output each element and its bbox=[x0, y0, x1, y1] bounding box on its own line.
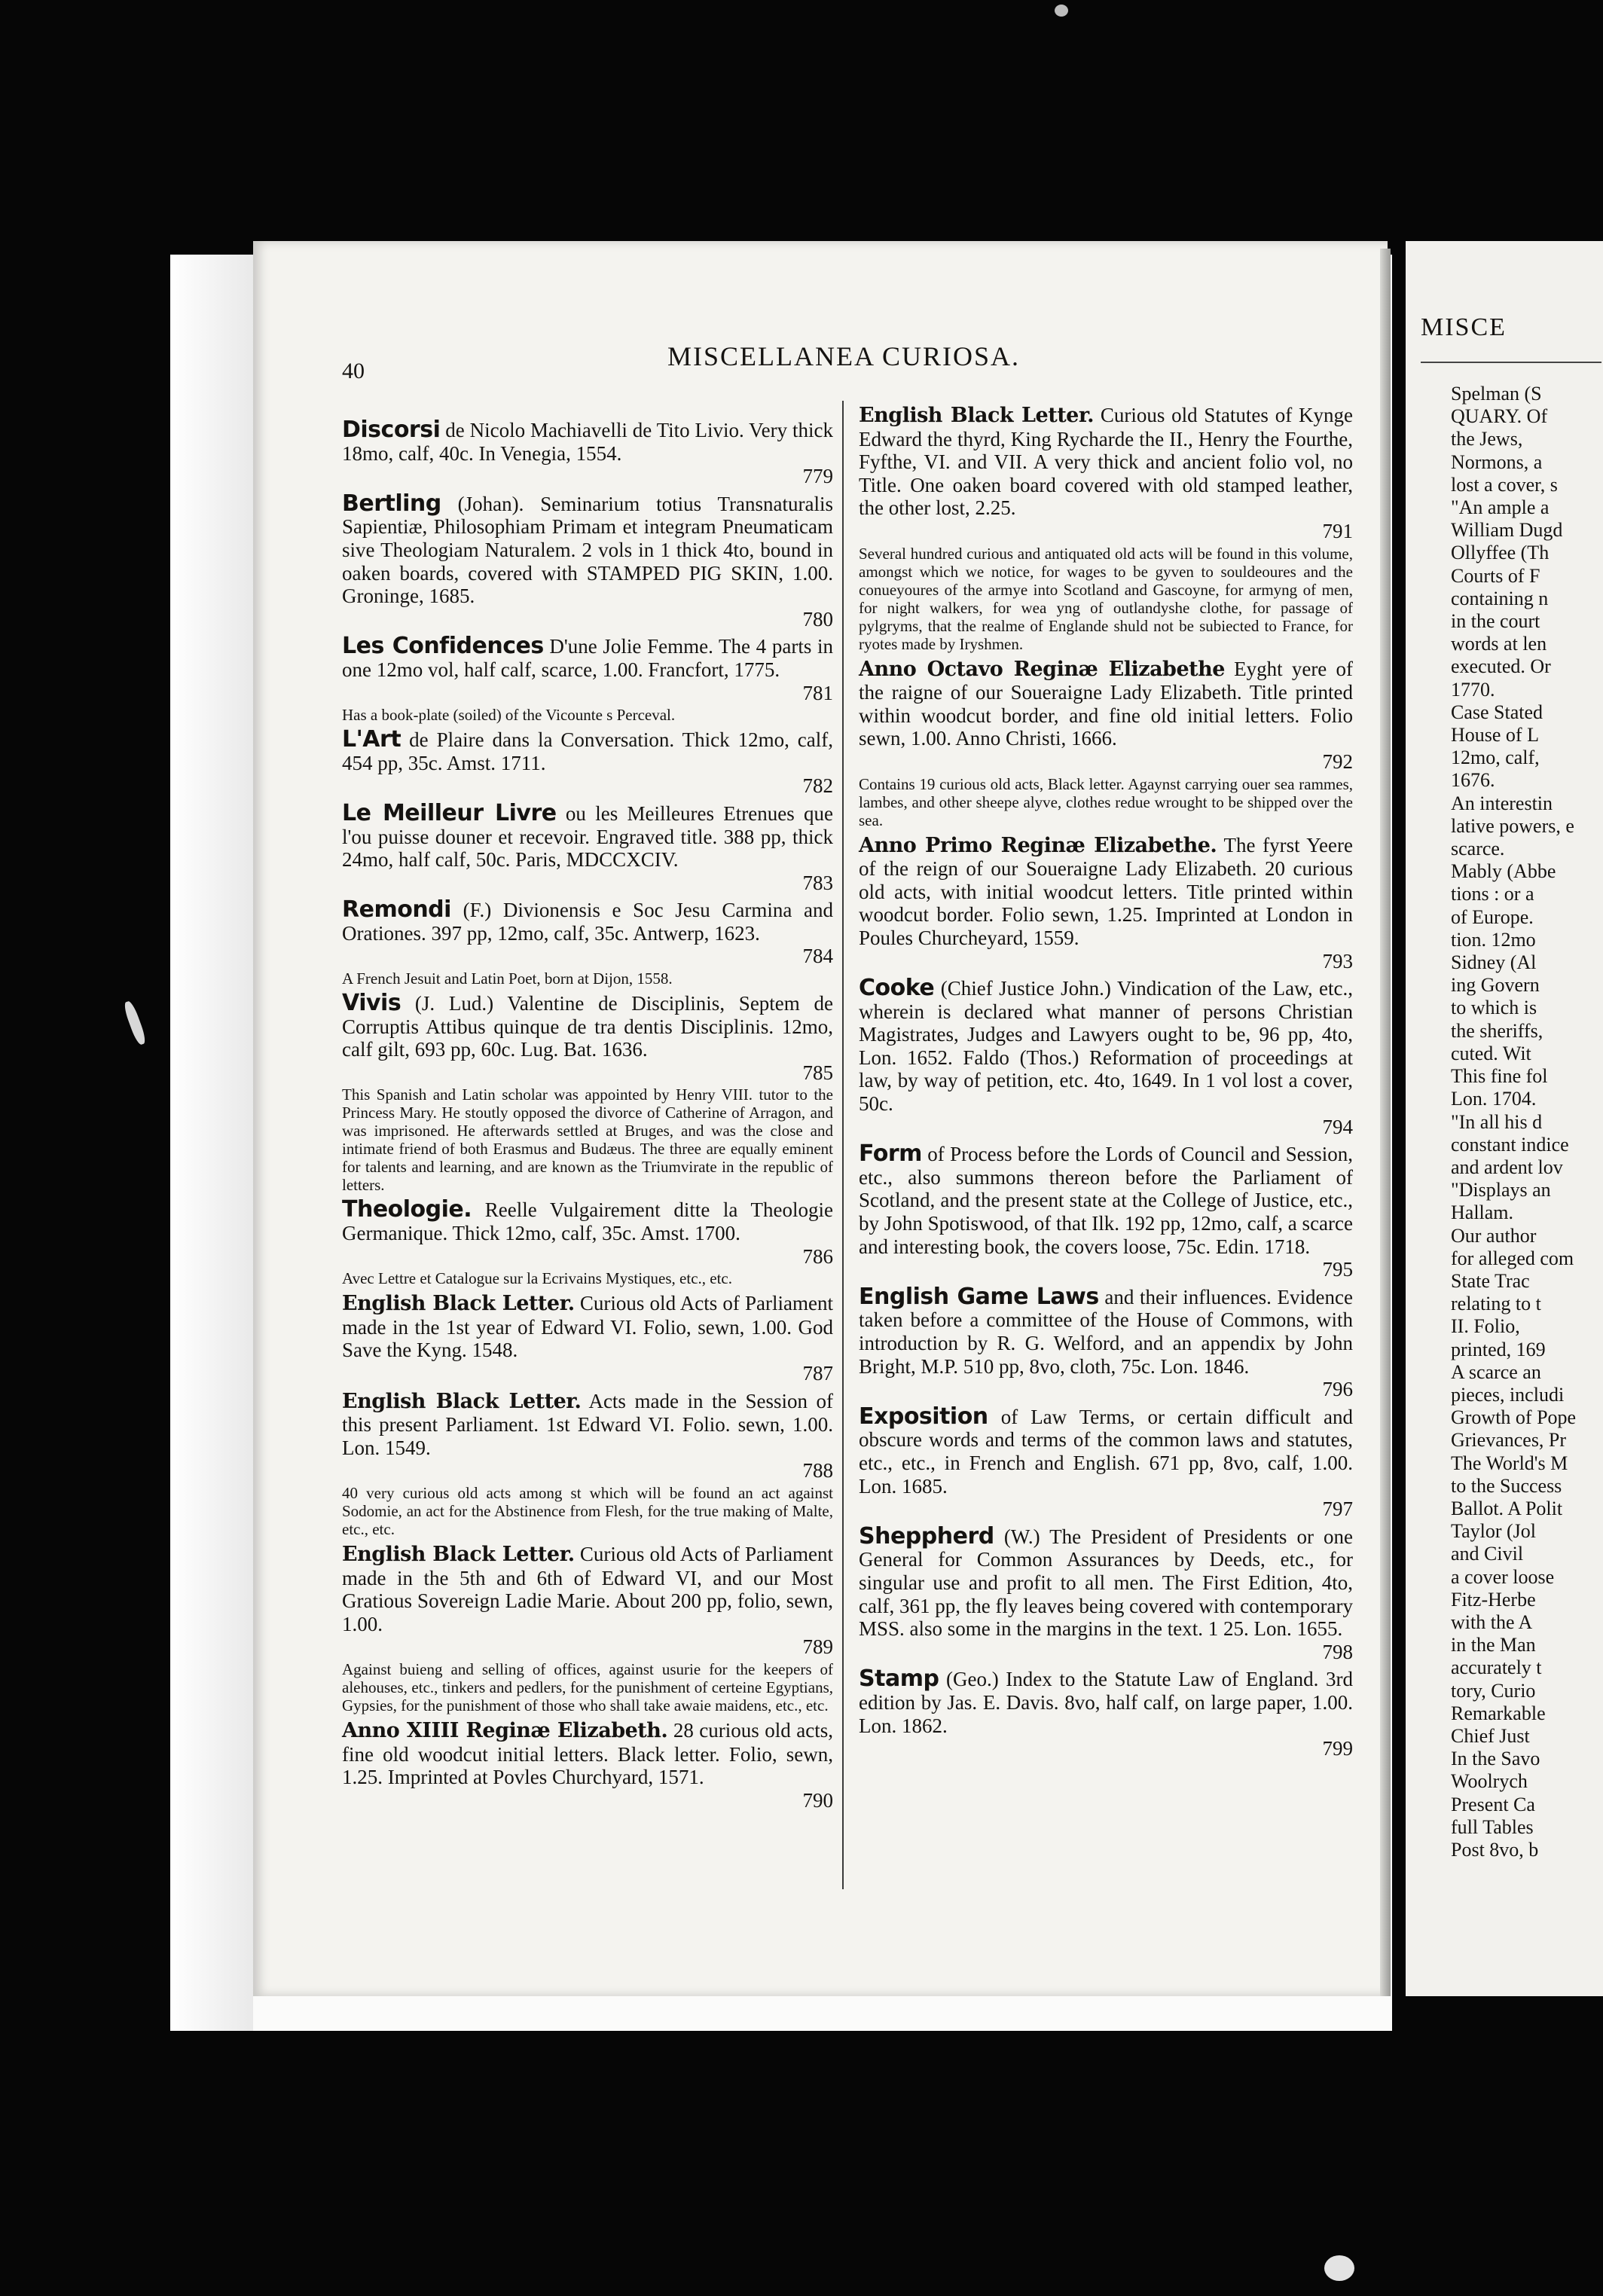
entry-headword: English Game Laws bbox=[859, 1283, 1099, 1310]
running-head: MISCELLANEA CURIOSA. bbox=[667, 341, 1021, 371]
facing-page-rule bbox=[1421, 362, 1601, 363]
facing-page-running-head: MISCE bbox=[1421, 313, 1507, 341]
facing-page-line: relating to t bbox=[1451, 1293, 1541, 1315]
catalogue-entry bbox=[859, 977, 1353, 1138]
entry-description: 28 curious old acts, fine old woodcut initial letters. Black letter. Folio, sewn, 1.25. Imprinted at Povles Churchyard, 1571. bbox=[342, 1718, 834, 1789]
lot-number: 789 bbox=[802, 1635, 833, 1659]
dust-speck bbox=[122, 1000, 148, 1046]
entry-headword: Stamp bbox=[859, 1666, 939, 1693]
entry-description: (F.) Divionensis e Soc Jesu Carmina and Orationes. 397 pp, 12mo, calf, 35c. Antwerp, 1623. bbox=[342, 899, 834, 945]
facing-page-line: QUARY. Of bbox=[1451, 405, 1548, 428]
facing-page-line: pieces, includi bbox=[1451, 1383, 1565, 1406]
entry-headword: English Black Letter. bbox=[342, 1389, 582, 1413]
facing-page-line: Courts of F bbox=[1451, 564, 1540, 587]
facing-page-line: executed. Or bbox=[1451, 655, 1551, 678]
facing-page-line: Chief Just bbox=[1451, 1724, 1530, 1747]
lot-number: 781 bbox=[802, 681, 833, 704]
facing-page-line: Present Ca bbox=[1451, 1793, 1535, 1815]
entry-headword: Discorsi bbox=[342, 417, 441, 443]
lot-number: 797 bbox=[1322, 1498, 1353, 1521]
facing-page-line: words at len bbox=[1451, 633, 1547, 655]
facing-page-line: printed, 169 bbox=[1451, 1338, 1546, 1360]
facing-page-text bbox=[1451, 383, 1603, 1861]
entry-headword: Remondi bbox=[342, 896, 451, 924]
facing-page-line: Remarkable bbox=[1451, 1702, 1546, 1724]
facing-page-line: containing n bbox=[1451, 587, 1549, 609]
facing-page-line: 12mo, calf, bbox=[1451, 747, 1540, 769]
entry-description: and their influences. Evidence taken before a committee of the House of Commons, with introduction by R. G. Welford, and an appendix by John Bright, M.P. 510 pp, 8vo, cloth, 75c. Lon. 1846. bbox=[859, 1285, 1354, 1378]
facing-page-line: in the Man bbox=[1451, 1634, 1536, 1656]
facing-page-line: in the court bbox=[1451, 610, 1540, 633]
catalogue-entry bbox=[859, 1668, 1353, 1760]
facing-page bbox=[1406, 241, 1603, 1996]
lot-number: 796 bbox=[1322, 1378, 1353, 1401]
facing-page-line: House of L bbox=[1451, 724, 1539, 747]
facing-page-line: 1770. bbox=[1451, 678, 1495, 701]
facing-page-line: The World's M bbox=[1451, 1452, 1568, 1474]
facing-page-line: of Europe. bbox=[1451, 905, 1534, 928]
facing-page-line: lost a cover, s bbox=[1451, 473, 1558, 496]
facing-page-line: Our author bbox=[1451, 1224, 1537, 1247]
entry-description: ou les Meilleures Etrenues que l'ou puisse douner et recevoir. Engraved title. 388 pp, thick 24mo, half calf, 50c. Paris, MDCCXCIV. bbox=[342, 801, 834, 872]
lot-number: 785 bbox=[802, 1061, 833, 1084]
entry-description: The fyrst Yeere of the reign of our Soueraigne Lady Elizabeth. 20 curious old acts, with initial woodcut letters. Title printed within woodcut border. Folio sewn, 1.25. Imprinted at London in Poules Churcheyard, 1559. bbox=[859, 833, 1353, 949]
catalogue-entry bbox=[342, 896, 834, 988]
entry-headword: English Black Letter. bbox=[859, 404, 1094, 427]
entry-headword: Les Confidences bbox=[342, 633, 544, 660]
entry-headword: Anno XIIII Reginæ Elizabeth. bbox=[342, 1718, 668, 1742]
facing-page-line: William Dugd bbox=[1451, 519, 1563, 542]
facing-page-line: Case Stated bbox=[1451, 701, 1543, 723]
entry-description: de Plaire dans la Conversation. Thick 12mo, calf, 454 pp, 35c. Amst. 1711. bbox=[342, 728, 833, 774]
facing-page-line: Normons, a bbox=[1451, 450, 1543, 473]
facing-page-line: "Displays an bbox=[1451, 1179, 1551, 1201]
entry-description: (Johan). Seminarium totius Transnaturalis Sapientiæ, Philosophiam Primam et integram Pneumaticam sive Theologiam Naturalem. 2 vols in 1 thick 4to, bound in oaken boards, covered with STAMPED PIG SKIN, 1.00. Groninge, 1685. bbox=[342, 492, 834, 608]
entry-description: Reelle Vulgairement ditte la Theologie Germanique. Thick 12mo, calf, 35c. Amst. 1700. bbox=[342, 1198, 833, 1245]
catalogue-entry bbox=[342, 799, 834, 894]
entry-note: Against buieng and selling of offices, against usurie for the keepers of alehouses, etc., tinkers and pedlers, for the punishment of certeine Egyptians, Gypsies, for the punishment of those who shall take awaie maidens, etc., etc. bbox=[342, 1659, 833, 1714]
facing-page-line: An interestin bbox=[1451, 792, 1553, 814]
facing-page-line: and Civil bbox=[1451, 1543, 1524, 1565]
facing-page-line: Ballot. A Polit bbox=[1451, 1497, 1563, 1519]
facing-page-line: ing Govern bbox=[1451, 974, 1540, 997]
facing-page-line: with the A bbox=[1451, 1611, 1533, 1633]
facing-page-line: Taylor (Jol bbox=[1451, 1520, 1536, 1543]
facing-page-line: the Jews, bbox=[1451, 428, 1523, 450]
entry-headword: Form bbox=[859, 1140, 922, 1168]
facing-page-line: scarce. bbox=[1451, 838, 1505, 860]
lot-number: 793 bbox=[1322, 949, 1353, 972]
lot-number: 780 bbox=[802, 607, 833, 630]
facing-page-line: This fine fol bbox=[1451, 1065, 1548, 1088]
catalogue-entry bbox=[342, 1543, 833, 1714]
entry-headword: Bertling bbox=[342, 490, 441, 517]
entry-description: Acts made in the Session of this present Parliament. 1st Edward VI. Folio. sewn, 1.00. Lon. 1549. bbox=[342, 1389, 833, 1459]
entry-headword: Sheppherd bbox=[859, 1522, 994, 1549]
entry-note: A French Jesuit and Latin Poet, born at Dijon, 1558. bbox=[342, 969, 673, 988]
catalogue-entry bbox=[859, 1283, 1354, 1401]
facing-page-line: and ardent lov bbox=[1451, 1156, 1563, 1178]
entry-headword: Cooke bbox=[859, 975, 935, 1002]
catalogue-entry bbox=[342, 1719, 833, 1812]
catalogue-entry bbox=[342, 992, 833, 1194]
left-column bbox=[342, 419, 833, 1816]
entry-description: (J. Lud.) Valentine de Disciplinis, Septem de Corruptis Attibus quinque de tra dentis Disciplinis. 12mo, calf gilt, 693 pp, 60c. Lug. Bat. 1636. bbox=[342, 992, 834, 1061]
entry-note: 40 very curious old acts among st which will be found an act against Sodomie, an act for the Abstinence from Flesh, for the true making of Malte, etc., etc. bbox=[342, 1483, 833, 1538]
facing-page-line: II. Folio, bbox=[1451, 1315, 1520, 1338]
facing-page-line: Ollyffee (Th bbox=[1451, 542, 1550, 564]
catalogue-entry bbox=[342, 1198, 833, 1287]
lot-number: 783 bbox=[802, 871, 833, 894]
facing-page-line: cuted. Wit bbox=[1451, 1042, 1531, 1064]
facing-page-line: Mably (Abbe bbox=[1451, 860, 1556, 883]
entry-description: de Nicolo Machiavelli de Tito Livio. Very thick 18mo, calf, 40c. In Venegia, 1554. bbox=[342, 419, 834, 465]
facing-page-line: full Tables bbox=[1451, 1815, 1534, 1838]
catalogue-entry bbox=[342, 635, 833, 724]
facing-page-line: accurately t bbox=[1451, 1656, 1542, 1679]
facing-page-line: "In all his d bbox=[1451, 1110, 1543, 1133]
lot-number: 790 bbox=[802, 1788, 833, 1812]
facing-page-line: Growth of Pope bbox=[1451, 1406, 1577, 1429]
lot-number: 794 bbox=[1322, 1115, 1353, 1138]
facing-page-line: Post 8vo, b bbox=[1451, 1839, 1539, 1861]
entry-description: Curious old Statutes of Kynge Edward the thyrd, King Rycharde the II., Henry the Fourthe, Fyfthe, VI. and VII. A very thick and ancient folio vol, no Title. One oaken board covered with old stamped leather, the other lost, 2.25. bbox=[859, 404, 1354, 520]
entry-headword: English Black Letter. bbox=[342, 1292, 575, 1316]
facing-page-line: In the Savo bbox=[1451, 1748, 1540, 1770]
lot-number: 791 bbox=[1322, 519, 1353, 542]
catalogue-entry bbox=[859, 1522, 1354, 1664]
entry-description: (Geo.) Index to the Statute Law of England. 3rd edition by Jas. E. Davis. 8vo, half calf, on large paper, 1.00. Lon. 1862. bbox=[859, 1668, 1353, 1737]
catalogue-entry bbox=[859, 834, 1353, 973]
facing-page-line: Hallam. bbox=[1451, 1201, 1514, 1224]
catalogue-entry bbox=[859, 658, 1353, 829]
facing-page-line: to which is bbox=[1451, 997, 1537, 1019]
entry-headword: English Black Letter. bbox=[342, 1542, 575, 1566]
page-number: 40 bbox=[342, 359, 365, 383]
lot-number: 784 bbox=[802, 945, 833, 968]
facing-page-line: tion. 12mo bbox=[1451, 928, 1536, 951]
facing-page-line: tory, Curio bbox=[1451, 1679, 1536, 1702]
lot-number: 788 bbox=[802, 1459, 833, 1482]
facing-page-line: Sidney (Al bbox=[1451, 951, 1537, 974]
facing-page-line: tions : or a bbox=[1451, 883, 1534, 905]
backing-shadow bbox=[170, 255, 253, 2031]
facing-page-line: to the Success bbox=[1451, 1474, 1562, 1497]
page-gutter bbox=[1380, 249, 1391, 1996]
entry-headword: Vivis bbox=[342, 990, 402, 1017]
entry-description: Eyght yere of the raigne of our Soueraigne Lady Elizabeth. Title printed within woodcut border, and fine old initial letters. Folio sewn, 1.00. Anno Christi, 1666. bbox=[859, 657, 1353, 750]
lot-number: 792 bbox=[1322, 750, 1353, 773]
entry-headword: Anno Primo Reginæ Elizabethe. bbox=[859, 833, 1217, 857]
entry-description: Curious old Acts of Parliament made in the 1st year of Edward VI. Folio, sewn, 1.00. God Save the Kyng. 1548. bbox=[342, 1292, 834, 1362]
entry-description: Curious old Acts of Parliament made in the 5th and 6th of Edward VI, and our Most Gratious Sovereign Ladie Marie. About 200 pp, folio, sewn, 1.00. bbox=[342, 1542, 834, 1635]
entry-headword: L'Art bbox=[342, 726, 402, 753]
facing-page-line: Grievances, Pr bbox=[1451, 1429, 1567, 1452]
facing-page-line: Spelman (S bbox=[1451, 383, 1542, 405]
catalogue-entry bbox=[342, 490, 834, 631]
entry-note: Has a book-plate (soiled) of the Vicounte s Perceval. bbox=[342, 706, 676, 725]
lot-number: 779 bbox=[802, 465, 833, 488]
entry-headword: Exposition bbox=[859, 1403, 988, 1430]
facing-page-line: the sheriffs, bbox=[1451, 1019, 1543, 1042]
lot-number: 799 bbox=[1322, 1737, 1353, 1760]
entry-note: Several hundred curious and antiquated old acts will be found in this volume, amongst which we notice, for wages to be gyven to souldeoures and the conueyoures of the armye into Scotland and Gascoyne, for armyng of men, for night walkers, for wea yng of outlandyshe clothe, for passage of pylgryms, that the realme of Englande shuld not be subiected to France, for ryotes made by Iryshmen. bbox=[859, 544, 1353, 653]
entry-note: Avec Lettre et Catalogue sur la Ecrivains Mystiques, etc., etc. bbox=[342, 1269, 733, 1288]
catalogue-entry bbox=[342, 419, 833, 488]
entry-headword: Anno Octavo Reginæ Elizabethe bbox=[859, 657, 1225, 681]
entry-description: (W.) The President of Presidents or one General for Common Assurances by Deeds, etc., for singular use and profit to all men. The First Edition, 4to, calf, 361 pp, the fly leaves being covered with contemporary MSS. also some in the margins in the text. 1 25. Lon. 1655. bbox=[859, 1525, 1354, 1641]
lot-number: 782 bbox=[802, 774, 833, 798]
column-divider bbox=[842, 401, 844, 1889]
facing-page-line: a cover loose bbox=[1451, 1565, 1555, 1588]
catalogue-entry bbox=[342, 1390, 833, 1538]
catalogue-entry bbox=[859, 1140, 1353, 1281]
entry-headword: Theologie. bbox=[342, 1196, 472, 1223]
facing-page-line: for alleged com bbox=[1451, 1247, 1574, 1269]
entry-headword: Le Meilleur Livre bbox=[342, 799, 557, 826]
entry-description: of Process before the Lords of Council and Session, etc., also summons thereon before the Parliament of Scotland, and the present state at the College of Justice, etc., by John Spotiswood, of that Ilk. 192 pp, 12mo, calf, a scarce and interesting book, the covers loose, 75c. Edin. 1718. bbox=[859, 1143, 1353, 1258]
entry-description: of Law Terms, or certain difficult and obscure words and terms of the common laws and statutes, etc., etc., in French and English. 671 pp, 8vo, calf, 1.00. Lon. 1685. bbox=[859, 1405, 1353, 1498]
catalogue-entry bbox=[342, 1292, 833, 1385]
dust-speck bbox=[1055, 5, 1068, 17]
facing-page-line: Lon. 1704. bbox=[1451, 1088, 1537, 1110]
entry-description: D'une Jolie Femme. The 4 parts in one 12mo vol, half calf, scarce, 1.00. Francfort, 1775. bbox=[342, 635, 834, 681]
entry-note: This Spanish and Latin scholar was appointed by Henry VIII. tutor to the Princess Mary. He stoutly opposed the divorce of Catherine of Arragon, and was imprisoned. He afterwards settled at Bruges, and was the close and intimate friend of both Erasmus and Budæus. The three are equally eminent for talents and learning, and are known as the Triumvirate in the republic of letters. bbox=[342, 1085, 833, 1195]
middle-column bbox=[859, 404, 1353, 1765]
facing-page-line: lative powers, e bbox=[1451, 814, 1574, 837]
facing-page-line: A scarce an bbox=[1451, 1360, 1541, 1383]
facing-page-line: 1676. bbox=[1451, 769, 1495, 792]
entry-note: Contains 19 curious old acts, Black letter. Agaynst carrying ouer sea rammes, lambes, and other sheepe alyve, clothes redue wrought to be shipped over the sea. bbox=[859, 774, 1353, 829]
facing-page-line: Woolrych bbox=[1451, 1770, 1528, 1793]
catalogue-entry bbox=[859, 1403, 1353, 1521]
facing-page-line: Fitz-Herbe bbox=[1451, 1588, 1536, 1611]
facing-page-line: constant indice bbox=[1451, 1133, 1569, 1156]
lot-number: 795 bbox=[1322, 1258, 1353, 1281]
lot-number: 787 bbox=[802, 1362, 833, 1385]
lot-number: 798 bbox=[1322, 1640, 1353, 1663]
lot-number: 786 bbox=[802, 1244, 833, 1268]
catalogue-entry bbox=[342, 728, 833, 798]
entry-description: (Chief Justice John.) Vindication of the Law, etc., wherein is declared what manner of persons Christian Magistrates, Judges and Lawyers ought to be, 96 pp, 4to, Lon. 1652. Faldo (Thos.) Reformation of proceedings at law, by way of petition, etc. 4to, 1649. In 1 vol lost a cover, 50c. bbox=[859, 977, 1354, 1116]
facing-page-line: State Trac bbox=[1451, 1269, 1530, 1292]
dust-speck bbox=[1324, 2255, 1354, 2281]
facing-page-line: "An ample a bbox=[1451, 496, 1550, 519]
catalogue-entry bbox=[859, 404, 1353, 653]
